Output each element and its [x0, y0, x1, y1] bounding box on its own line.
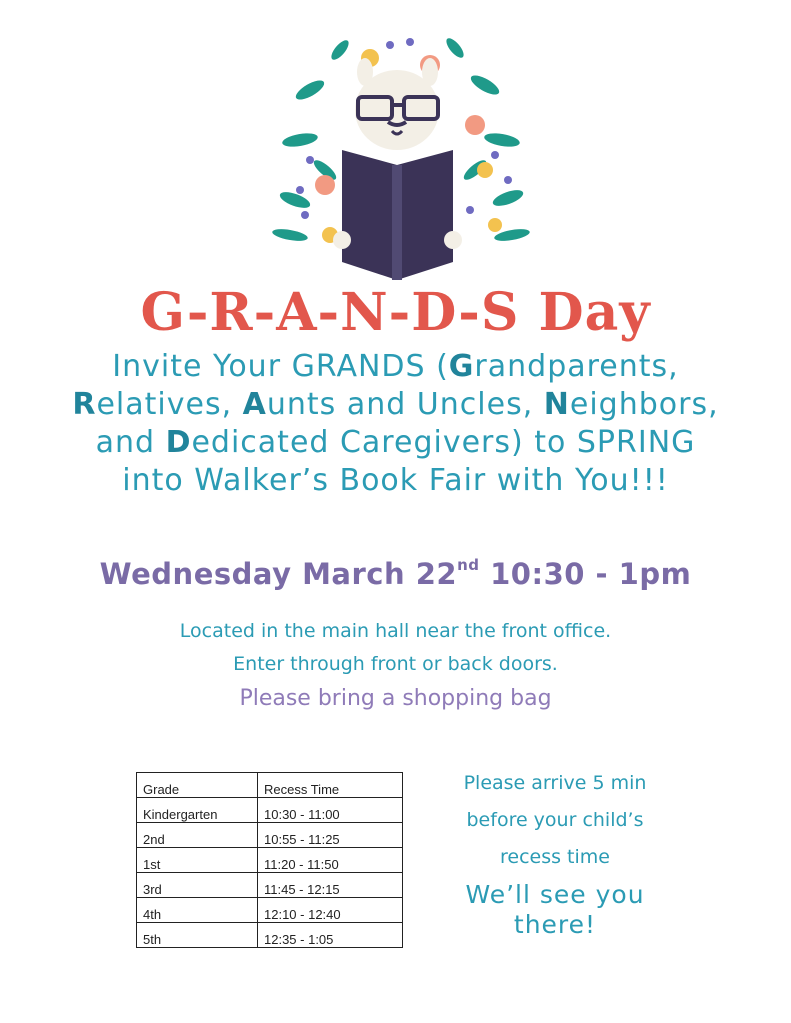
flyer-title: G-R-A-N-D-S Day: [140, 282, 651, 343]
llama: [355, 58, 439, 150]
book: [333, 150, 462, 280]
table-row: 2nd 10:55 - 11:25: [137, 823, 403, 848]
location-line-1: Located in the main hall near the front office.: [179, 620, 612, 642]
see-you-note: We’ll see you there!: [465, 880, 645, 939]
table-row: 5th 12:35 - 1:05: [137, 923, 403, 948]
event-date: Wednesday March 22nd 10:30 - 1pm: [99, 556, 692, 591]
table-row: 1st 11:20 - 11:50: [137, 848, 403, 873]
header-recess-time: Recess Time: [258, 773, 403, 798]
arrival-note: Please arrive 5 min before your child’s recess time: [463, 772, 647, 868]
table-row: 3rd 11:45 - 12:15: [137, 873, 403, 898]
table-row: 4th 12:10 - 12:40: [137, 898, 403, 923]
table-header-row: [137, 773, 403, 798]
table-row: Kindergarten 10:30 - 11:00: [137, 798, 403, 823]
llama-reading-illustration: [270, 30, 530, 285]
invite-line-4: into Walker’s Book Fair with You!!!: [122, 463, 669, 498]
location-line-2: Enter through front or back doors.: [233, 653, 558, 675]
recess-schedule-table: [136, 772, 403, 948]
shopping-bag-note: Please bring a shopping bag: [239, 686, 552, 711]
invite-line-1: Invite Your GRANDS (Grandparents,: [112, 349, 679, 384]
invite-line-2: Relatives, Aunts and Uncles, Neighbors,: [72, 387, 719, 422]
invite-line-3: and Dedicated Caregivers) to SPRING: [95, 425, 696, 460]
header-grade: Grade: [137, 773, 258, 798]
invitation-text: [30, 348, 761, 500]
